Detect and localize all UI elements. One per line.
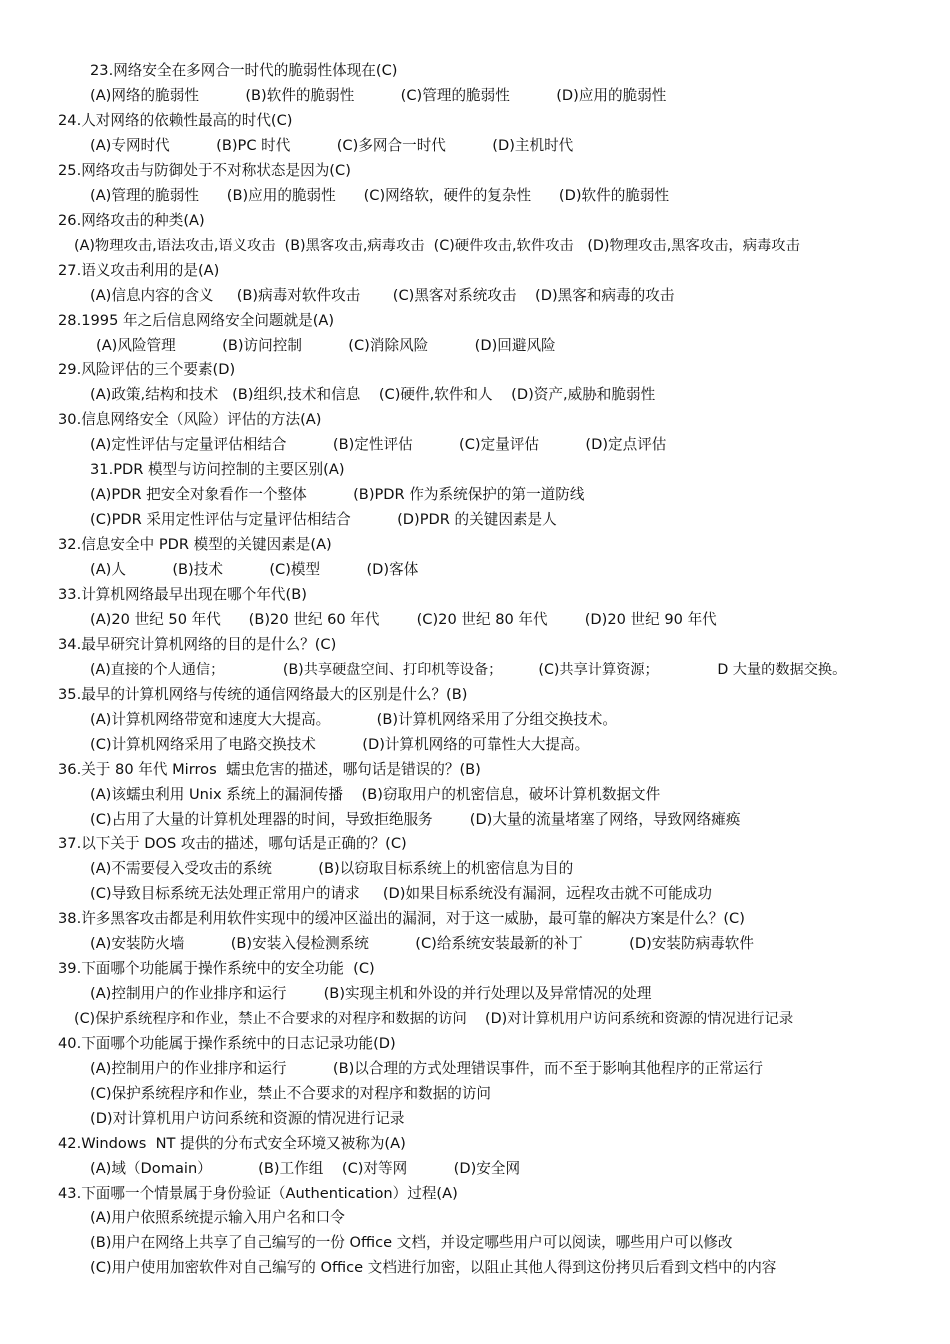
question-34: 34.最早研究计算机网络的目的是什么？(C)	[58, 636, 337, 653]
options-43-c: (C)用户使用加密软件对自己编写的 Office 文档进行加密，以阻止其他人得到这份拷贝后看到文档中的内容	[90, 1259, 777, 1276]
question-30: 30.信息网络安全（风险）评估的方法(A)	[58, 411, 322, 428]
options-39-ab: (A)控制用户的作业排序和运行 (B)实现主机和外设的并行处理以及异常情况的处理	[90, 985, 652, 1002]
question-25: 25.网络攻击与防御处于不对称状态是因为(C)	[58, 162, 351, 179]
question-31: 31.PDR 模型与访问控制的主要区别(A)	[90, 461, 345, 478]
options-30: (A)定性评估与定量评估相结合 (B)定性评估 (C)定量评估 (D)定点评估	[90, 436, 667, 453]
options-39-cd: (C)保护系统程序和作业，禁止不合要求的对程序和数据的访问 (D)对计算机用户访问系统和资源的情况进行记录	[74, 1011, 794, 1027]
options-34: (A)直接的个人通信； (B)共享硬盘空间、打印机等设备； (C)共享计算资源； D 大量的数据交换。	[90, 662, 847, 678]
options-31-cd: (C)PDR 采用定性评估与定量评估相结合 (D)PDR 的关键因素是人	[90, 511, 557, 528]
options-31-ab: (A)PDR 把安全对象看作一个整体 (B)PDR 作为系统保护的第一道防线	[90, 486, 585, 503]
options-38: (A)安装防火墙 (B)安装入侵检测系统 (C)给系统安装最新的补丁 (D)安装防病毒软件	[90, 935, 754, 952]
question-43: 43.下面哪一个情景属于身份验证（Authentication）过程(A)	[58, 1185, 458, 1202]
question-27: 27.语义攻击利用的是(A)	[58, 262, 220, 279]
question-35: 35.最早的计算机网络与传统的通信网络最大的区别是什么？(B)	[58, 686, 468, 703]
question-40: 40.下面哪个功能属于操作系统中的日志记录功能(D)	[58, 1035, 396, 1052]
options-35-cd: (C)计算机网络采用了电路交换技术 (D)计算机网络的可靠性大大提高。	[90, 736, 590, 753]
options-36-cd: (C)占用了大量的计算机处理器的时间，导致拒绝服务 (D)大量的流量堵塞了网络，导致网络瘫痪	[90, 811, 741, 828]
options-27: (A)信息内容的含义 (B)病毒对软件攻击 (C)黑客对系统攻击 (D)黑客和病毒的攻击	[90, 287, 675, 304]
options-42: (A)域（Domain） (B)工作组 (C)对等网 (D)安全网	[90, 1160, 521, 1177]
question-37: 37.以下关于 DOS 攻击的描述，哪句话是正确的？(C)	[58, 835, 407, 852]
options-37-cd: (C)导致目标系统无法处理正常用户的请求 (D)如果目标系统没有漏洞，远程攻击就不可能成功	[90, 885, 712, 902]
options-40-ab: (A)控制用户的作业排序和运行 (B)以合理的方式处理错误事件，而不至于影响其他程序的正常运行	[90, 1060, 763, 1077]
question-32: 32.信息安全中 PDR 模型的关键因素是(A)	[58, 536, 332, 553]
options-24: (A)专网时代 (B)PC 时代 (C)多网合一时代 (D)主机时代	[90, 137, 574, 154]
options-23: (A)网络的脆弱性 (B)软件的脆弱性 (C)管理的脆弱性 (D)应用的脆弱性	[90, 87, 667, 104]
options-43-b: (B)用户在网络上共享了自己编写的一份 Office 文档，并设定哪些用户可以阅读，哪些用户可以修改	[90, 1234, 733, 1251]
question-39: 39.下面哪个功能属于操作系统中的安全功能 (C)	[58, 960, 375, 977]
question-28: 28.1995 年之后信息网络安全问题就是(A)	[58, 312, 335, 329]
options-43-a: (A)用户依照系统提示输入用户名和口令	[90, 1209, 345, 1226]
options-37-ab: (A)不需要侵入受攻击的系统 (B)以窃取目标系统上的机密信息为目的	[90, 860, 574, 877]
question-29: 29.风险评估的三个要素(D)	[58, 361, 236, 378]
options-35-ab: (A)计算机网络带宽和速度大大提高。 (B)计算机网络采用了分组交换技术。	[90, 711, 617, 728]
question-36: 36.关于 80 年代 Mirros 蠕虫危害的描述，哪句话是错误的？(B)	[58, 761, 481, 778]
options-40-c: (C)保护系统程序和作业，禁止不合要求的对程序和数据的访问	[90, 1085, 492, 1102]
options-26: (A)物理攻击,语法攻击,语义攻击 (B)黑客攻击,病毒攻击 (C)硬件攻击,软件攻击 (D)物理攻击,黑客攻击，病毒攻击	[74, 238, 800, 254]
options-36-ab: (A)该蠕虫利用 Unix 系统上的漏洞传播 (B)窃取用户的机密信息，破坏计算机数据文件	[90, 786, 661, 803]
options-28: (A)风险管理 (B)访问控制 (C)消除风险 (D)回避风险	[96, 337, 556, 354]
question-38: 38.许多黑客攻击都是利用软件实现中的缓冲区溢出的漏洞，对于这一威胁，最可靠的解决方案是什么？(C)	[58, 910, 745, 927]
options-32: (A)人 (B)技术 (C)模型 (D)客体	[90, 561, 419, 578]
options-29: (A)政策,结构和技术 (B)组织,技术和信息 (C)硬件,软件和人 (D)资产,威胁和脆弱性	[90, 386, 656, 403]
question-33: 33.计算机网络最早出现在哪个年代(B)	[58, 586, 307, 603]
options-25: (A)管理的脆弱性 (B)应用的脆弱性 (C)网络软，硬件的复杂性 (D)软件的脆弱性	[90, 187, 670, 204]
question-24: 24.人对网络的依赖性最高的时代(C)	[58, 112, 293, 129]
question-42: 42.Windows NT 提供的分布式安全环境又被称为(A)	[58, 1135, 406, 1152]
options-33: (A)20 世纪 50 年代 (B)20 世纪 60 年代 (C)20 世纪 80 年代 (D)20 世纪 90 年代	[90, 611, 717, 628]
question-26: 26.网络攻击的种类(A)	[58, 212, 205, 229]
question-23: 23.网络安全在多网合一时代的脆弱性体现在(C)	[90, 62, 398, 79]
options-40-d: (D)对计算机用户访问系统和资源的情况进行记录	[90, 1110, 405, 1127]
